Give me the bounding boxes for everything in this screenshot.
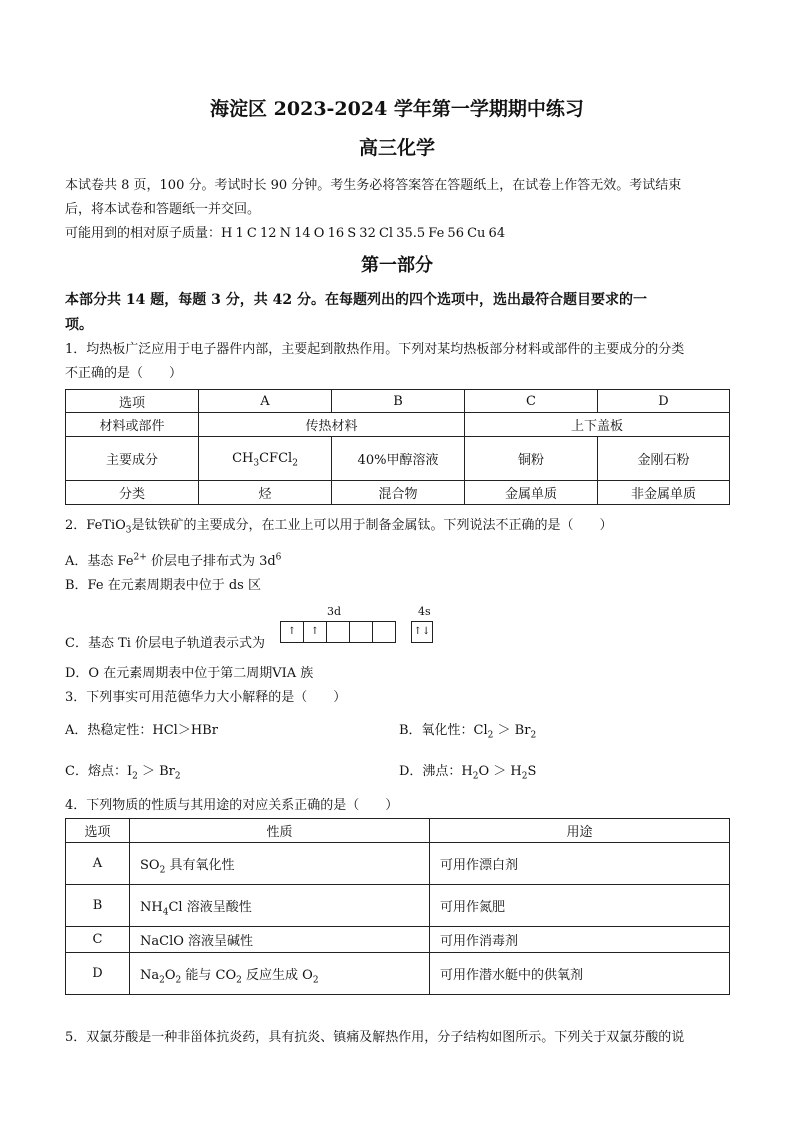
q4-option-d: D	[66, 953, 130, 995]
page-title: 海淀区 2023-2024 学年第一学期期中练习	[210, 98, 584, 120]
orbital-4s-box: ↑↓	[411, 621, 433, 643]
q1-class-c: 金属单质	[465, 481, 598, 505]
q4-use-a: 可用作漂白剂	[430, 843, 730, 885]
q1-header-a: A	[199, 390, 332, 413]
orbital-3d-box-2: ↑	[303, 621, 327, 643]
part1-instruction-2: 项。	[65, 317, 93, 333]
q1-row-component-label: 主要成分	[66, 437, 199, 481]
orbital-3d-box-4	[349, 621, 373, 643]
q3-stem: 3．下列事实可用范德华力大小解释的是（ ）	[65, 690, 347, 705]
q1-component-b: 40%甲醇溶液	[332, 437, 465, 481]
q1-component-a: $CH_3CFCl_2$	[199, 437, 332, 481]
q4-use-c: 可用作消毒剂	[430, 927, 730, 953]
q1-component-c: 铜粉	[465, 437, 598, 481]
q4-use-d: 可用作潜水艇中的供氧剂	[430, 953, 730, 995]
q4-table	[65, 818, 730, 995]
q1-cover: 上下盖板	[465, 413, 730, 437]
q4-header-use: 用途	[430, 819, 730, 843]
q4-option-c: C	[66, 927, 130, 953]
part1-instruction-1: 本部分共 14 题，每题 3 分，共 42 分。在每题列出的四个选项中，选出最符合题目要求的一	[65, 292, 647, 308]
q2-option-b: B．Fe 在元素周期表中位于 ds 区	[65, 578, 261, 593]
q1-class-d: 非金属单质	[598, 481, 730, 505]
intro-line-2: 后，将本试卷和答题纸一并交回。	[65, 202, 261, 217]
q4-option-a: A	[66, 843, 130, 885]
q4-property-d: $Na_2O_2$ 能与 $CO_2$ 反应生成 $O_2$	[130, 953, 430, 995]
part1-heading: 第一部分	[361, 255, 433, 276]
q3-option-d: D．沸点：$H_2O > H_2S$	[399, 764, 537, 782]
q4-property-c: NaClO 溶液呈碱性	[130, 927, 430, 953]
q4-use-b: 可用作氮肥	[430, 885, 730, 927]
q5-stem: 5．双氯芬酸是一种非甾体抗炎药，具有抗炎、镇痛及解热作用，分子结构如图所示。下列关于双氯芬酸的说	[65, 1030, 685, 1045]
q1-header-b: B	[332, 390, 465, 413]
q1-class-a: 烃	[199, 481, 332, 505]
q3-option-b: B．氧化性：$Cl_2 > Br_2$	[399, 723, 537, 741]
orbital-3d-box-1: ↑	[280, 621, 304, 643]
q3-option-a: A．热稳定性：HCl＞HBr	[65, 723, 218, 738]
q2-option-d: D．O 在元素周期表中位于第二周期VIA 族	[65, 666, 314, 681]
q1-stem-2: 不正确的是（ ）	[65, 366, 183, 381]
q1-header-d: D	[598, 390, 730, 413]
q2-option-a: A．基态 $Fe^{2+}$ 价层电子排布式为 $3d^6$	[65, 552, 282, 569]
orbital-label-4s: 4s	[418, 605, 431, 618]
q1-stem-1: 1．均热板广泛应用于电子器件内部，主要起到散热作用。下列对某均热板部分材料或部件的主要成分的分类	[65, 342, 685, 357]
orbital-label-3d: 3d	[327, 605, 342, 618]
q1-row-class-label: 分类	[66, 481, 199, 505]
q1-component-d: 金刚石粉	[598, 437, 730, 481]
q4-property-a: $SO_2$ 具有氧化性	[130, 843, 430, 885]
q2-stem: 2．FeTiO$_3$是钛铁矿的主要成分，在工业上可以用于制备金属钛。下列说法不正确的是（ ）	[65, 518, 613, 536]
orbital-3d-box-5	[372, 621, 396, 643]
orbital-3d-box-3	[326, 621, 350, 643]
q1-table	[65, 389, 730, 505]
q4-header-option: 选项	[66, 819, 130, 843]
intro-line-1: 本试卷共 8 页，100 分。考试时长 90 分钟。考生务必将答案答在答题纸上，在试卷上作答无效。考试结束	[65, 178, 682, 193]
q1-row-material-label: 材料或部件	[66, 413, 199, 437]
q1-header-option: 选项	[66, 390, 199, 413]
atomic-masses: 可能用到的相对原子质量：H 1 C 12 N 14 O 16 S 32 Cl 35.5 Fe 56 Cu 64	[65, 226, 506, 241]
page-subtitle: 高三化学	[358, 137, 435, 159]
q3-option-c: C．熔点：$I_2 > Br_2$	[65, 764, 181, 782]
q4-stem: 4．下列物质的性质与其用途的对应关系正确的是（ ）	[65, 798, 399, 813]
q4-option-b: B	[66, 885, 130, 927]
q1-header-c: C	[465, 390, 598, 413]
q4-header-property: 性质	[130, 819, 430, 843]
q1-class-b: 混合物	[332, 481, 465, 505]
q1-heat-material: 传热材料	[199, 413, 465, 437]
q2-option-c: C．基态 Ti 价层电子轨道表示式为	[65, 636, 266, 651]
q4-property-b: $NH_4Cl$ 溶液呈酸性	[130, 885, 430, 927]
